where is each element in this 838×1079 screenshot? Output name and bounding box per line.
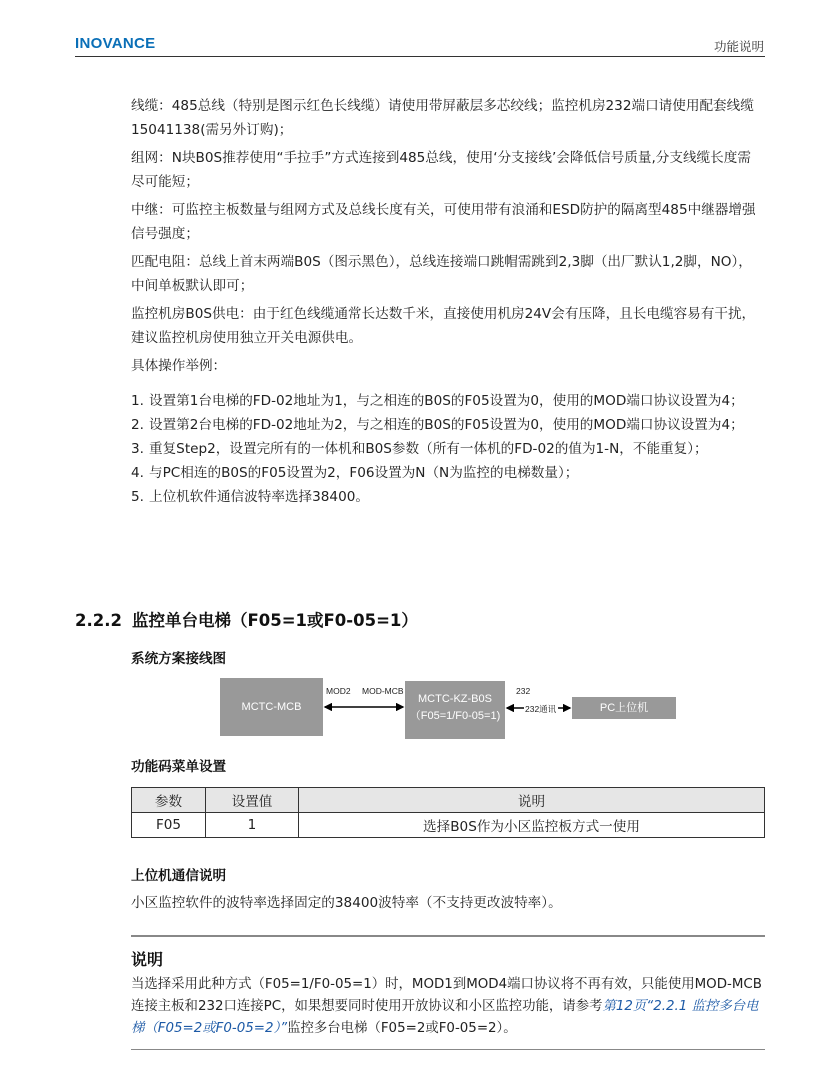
note-cross-reference-link[interactable]: 第12页“2.2.1 监控多台电梯（F05=2或F0-05=2）”	[131, 999, 759, 1036]
note-divider-top	[131, 935, 765, 937]
paragraph-cable: 线缆：485总线（特别是图示红色长线缆）请使用带屏蔽层多芯绞线；监控机房232端口请使用配套线缆15041138(需另外订购)；	[131, 98, 754, 138]
header-divider	[75, 56, 765, 57]
diagram-connectors	[220, 676, 690, 740]
note-text	[131, 974, 765, 1040]
host-heading: 上位机通信说明	[131, 868, 227, 884]
list-item: 2. 设置第2台电梯的FD-02地址为2，与之相连的B0S的F05设置为0，使用的MOD端口协议设置为4；	[131, 417, 744, 433]
cell-value: 1	[206, 813, 299, 838]
steps-list	[131, 389, 763, 509]
host-text: 小区监控软件的波特率选择固定的38400波特率（不支持更改波特率）。	[131, 895, 562, 911]
col-header-param: 参数	[132, 788, 206, 813]
page-header	[0, 0, 838, 60]
note-divider-bottom	[131, 1049, 765, 1050]
mod-mcb-label: MOD-MCB	[362, 686, 404, 696]
port-232-label: 232	[516, 686, 531, 696]
col-header-desc: 说明	[299, 788, 765, 813]
cell-desc: 选择B0S作为小区监控板方式一使用	[299, 813, 765, 838]
section-title-text: 监控单台电梯（F05=1或F0-05=1）	[131, 611, 418, 630]
intro-paragraphs	[131, 94, 763, 382]
kz-box-line2: （F05=1/F0-05=1)	[409, 710, 501, 722]
paragraph-termination: 匹配电阻：总线上首末两端B0S（图示黑色），总线连接端口跳帽需跳到2,3脚（出厂默认1,2脚，NO），中间单板默认即可；	[131, 254, 752, 294]
note-title: 说明	[131, 950, 164, 969]
paragraph-power: 监控机房B0S供电：由于红色线缆通常长达数千米，直接使用机房24V会有压降，且长电缆容易有干扰，建议监控机房使用独立开关电源供电。	[131, 306, 756, 346]
paragraph-example-intro: 具体操作举例：	[131, 358, 227, 374]
mctc-mcb-box: MCTC-MCB	[220, 678, 323, 736]
pc-host-box: PC上位机	[572, 697, 676, 719]
note-text-after: 监控多台电梯（F05=2或F0-05=2）。	[287, 1021, 517, 1036]
list-item: 1. 设置第1台电梯的FD-02地址为1，与之相连的B0S的F05设置为0，使用的MOD端口协议设置为4；	[131, 393, 744, 409]
wiring-diagram	[220, 676, 690, 740]
paragraph-repeater: 中继：可监控主板数量与组网方式及总线长度有关，可使用带有浪涌和ESD防护的隔离型485中继器增强信号强度；	[131, 202, 756, 242]
comm-232-label: 232通讯	[525, 704, 557, 714]
list-item: 4. 与PC相连的B0S的F05设置为2，F06设置为N（N为监控的电梯数量）；	[131, 465, 579, 481]
inovance-logo: INOVANCE	[75, 35, 156, 52]
header-title: 功能说明	[713, 39, 764, 54]
section-number: 2.2.2	[75, 611, 122, 630]
list-item: 5. 上位机软件通信波特率选择38400。	[131, 489, 369, 505]
menu-heading: 功能码菜单设置	[131, 759, 227, 775]
kz-box-line1: MCTC-KZ-B0S	[418, 693, 492, 705]
paragraph-network: 组网：N块B0S推荐使用“手拉手”方式连接到485总线，使用‘分支接线’会降低信号质量,分支线缆长度需尽可能短；	[131, 150, 751, 190]
table-header-row	[132, 788, 765, 813]
note-text-before: 当选择采用此种方式（F05=1/F0-05=1）时，MOD1到MOD4端口协议将不再有效，只能使用MOD-MCB连接主板和232口连接PC，如果想要同时使用开放协议和小区监控功能，请参考	[131, 977, 762, 1014]
menu-table	[131, 787, 765, 838]
wiring-heading: 系统方案接线图	[131, 651, 227, 667]
table-row	[132, 813, 765, 838]
section-heading	[75, 607, 418, 631]
cell-param: F05	[132, 813, 206, 838]
list-item: 3. 重复Step2，设置完所有的一体机和B0S参数（所有一体机的FD-02的值为1-N，不能重复）；	[131, 441, 708, 457]
mod2-label: MOD2	[326, 686, 351, 696]
col-header-value: 设置值	[206, 788, 299, 813]
